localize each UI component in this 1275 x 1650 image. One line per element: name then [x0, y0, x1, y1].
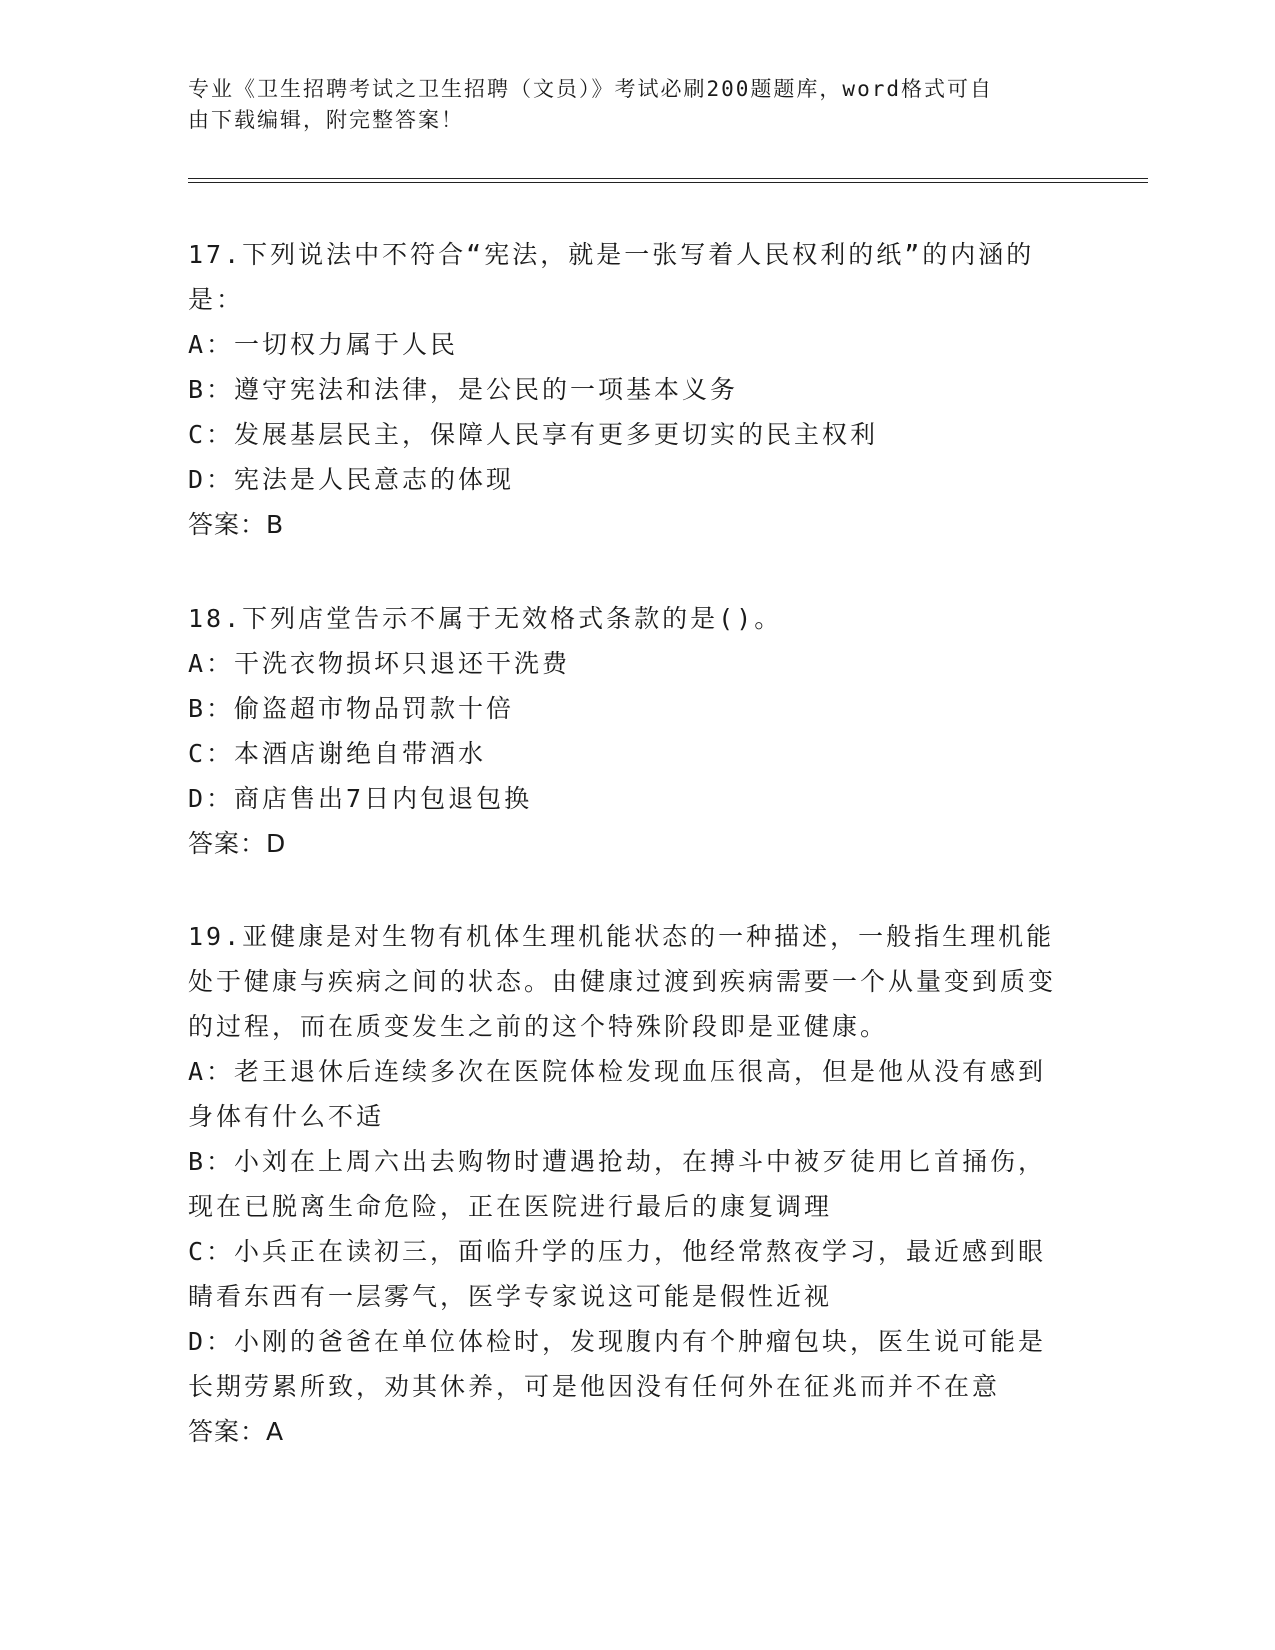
- question-17: [188, 232, 1068, 547]
- option-c: C：小兵正在读初三，面临升学的压力，他经常熬夜学习，最近感到眼睛看东西有一层雾气，医学专家说这可能是假性近视: [188, 1237, 1047, 1311]
- header-line-1: 专业《卫生招聘考试之卫生招聘（文员）》考试必刷200题题库，word格式可自: [188, 77, 993, 101]
- header-line-2: 由下载编辑，附完整答案！: [188, 108, 464, 132]
- option-b: B：小刘在上周六出去购物时遭遇抢劫，在搏斗中被歹徒用匕首捅伤，现在已脱离生命危险，正在医院进行最后的康复调理: [188, 1147, 1047, 1221]
- option-a: A：一切权力属于人民: [188, 330, 459, 359]
- option-a: A：老王退休后连续多次在医院体检发现血压很高，但是他从没有感到身体有什么不适: [188, 1057, 1047, 1131]
- option-c: C：发展基层民主，保障人民享有更多更切实的民主权利: [188, 420, 879, 449]
- option-b: B：遵守宪法和法律，是公民的一项基本义务: [188, 375, 739, 404]
- option-d: D：商店售出7日内包退包换: [188, 784, 533, 813]
- answer-label: 答案：A: [188, 1417, 285, 1446]
- option-d: D：小刚的爸爸在单位体检时，发现腹内有个肿瘤包块，医生说可能是长期劳累所致，劝其休养，可是他因没有任何外在征兆而并不在意: [188, 1327, 1047, 1401]
- answer-label: 答案：B: [188, 510, 285, 539]
- question-stem: 18.下列店堂告示不属于无效格式条款的是()。: [188, 604, 783, 633]
- option-a: A：干洗衣物损坏只退还干洗费: [188, 649, 571, 678]
- option-b: B：偷盗超市物品罚款十倍: [188, 694, 515, 723]
- question-18: [188, 596, 1068, 866]
- header-divider: [188, 178, 1148, 183]
- question-stem: 17.下列说法中不符合“宪法，就是一张写着人民权利的纸”的内涵的是：: [188, 240, 1035, 314]
- answer-label: 答案：D: [188, 829, 287, 858]
- option-c: C：本酒店谢绝自带酒水: [188, 739, 487, 768]
- option-d: D：宪法是人民意志的体现: [188, 465, 515, 494]
- question-stem: 19.亚健康是对生物有机体生理机能状态的一种描述，一般指生理机能处于健康与疾病之间的状态。由健康过渡到疾病需要一个从量变到质变的过程，而在质变发生之前的这个特殊阶段即是亚健康。: [188, 922, 1057, 1041]
- question-19: [188, 914, 1068, 1454]
- document-header: [188, 74, 1068, 136]
